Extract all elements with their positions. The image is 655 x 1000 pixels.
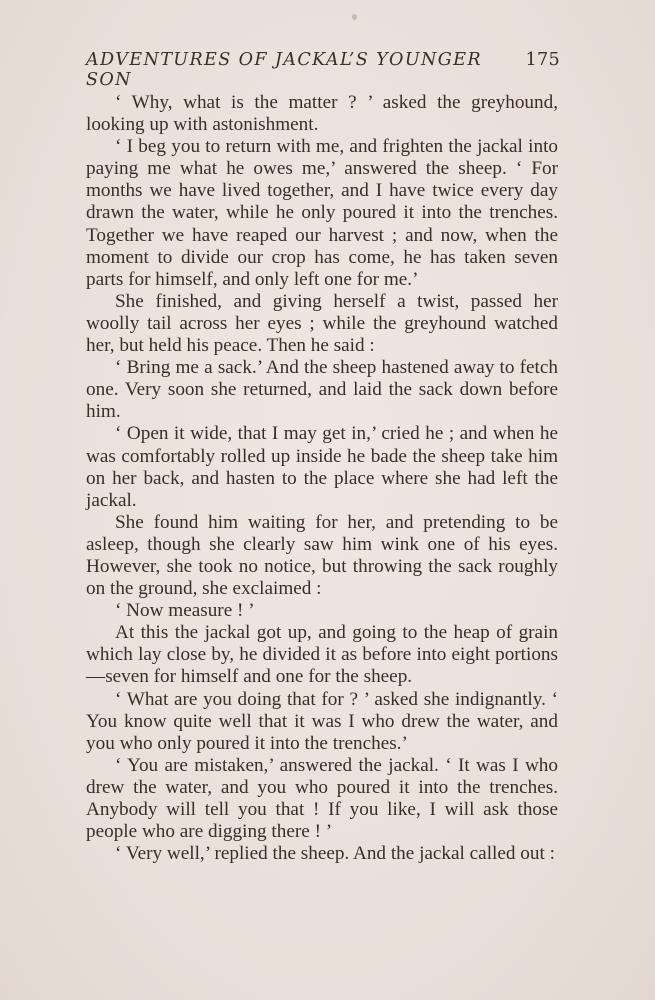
paragraph: She found him waiting for her, and pretending to be asleep, though she clearly saw him wink one of his eyes. However, she took no notice, but throwing the sack roughly on the ground, she exclaimed : <box>86 511 558 600</box>
paragraph: ‘ What are you doing that for ? ’ asked she indignantly. ‘ You know quite well that it was I who drew the water, and you who only poured it into the trenches.’ <box>86 688 558 754</box>
paragraph: ‘ Open it wide, that I may get in,’ cried he ; and when he was comfortably rolled up inside he bade the sheep take him on her back, and hasten to the place where she had left the jackal. <box>86 423 558 511</box>
paragraph: At this the jackal got up, and going to the heap of grain which lay close by, he divided it as before into eight portions—seven for himself and one for the sheep. <box>86 622 558 688</box>
paragraph: ‘ Why, what is the matter ? ’ asked the greyhound, looking up with astonishment. <box>86 92 558 136</box>
paragraph: ‘ Bring me a sack.’ And the sheep hastened away to fetch one. Very soon she returned, and laid the sack down before him. <box>86 357 558 423</box>
page-number: 175 <box>525 50 560 70</box>
ink-speck-mark <box>352 14 357 20</box>
paragraph: ‘ I beg you to return with me, and frighten the jackal into paying me what he owes me,’ answered the sheep. ‘ For months we have lived together, and I have twice every day drawn the water, while he only poured it into the trenches. Together we have reaped our harvest ; and now, when the moment to divide our crop has come, he has taken seven parts for himself, and only left one for me.’ <box>86 136 558 290</box>
body-text <box>86 92 558 865</box>
paragraph: ‘ You are mistaken,’ answered the jackal. ‘ It was I who drew the water, and you who poured it into the trenches. Anybody will tell you that ! If you like, I will ask those people who are digging there ! ’ <box>86 754 558 843</box>
paragraph: ‘ Very well,’ replied the sheep. And the jackal called out : <box>115 843 555 865</box>
paragraph: She finished, and giving herself a twist, passed her woolly tail across her eyes ; while the greyhound watched her, but held his peace. Then he said : <box>86 290 558 357</box>
running-header <box>86 50 560 90</box>
running-title: ADVENTURES OF JACKAL’S YOUNGER SON <box>86 50 482 90</box>
paragraph: ‘ Now measure ! ’ <box>115 600 255 622</box>
